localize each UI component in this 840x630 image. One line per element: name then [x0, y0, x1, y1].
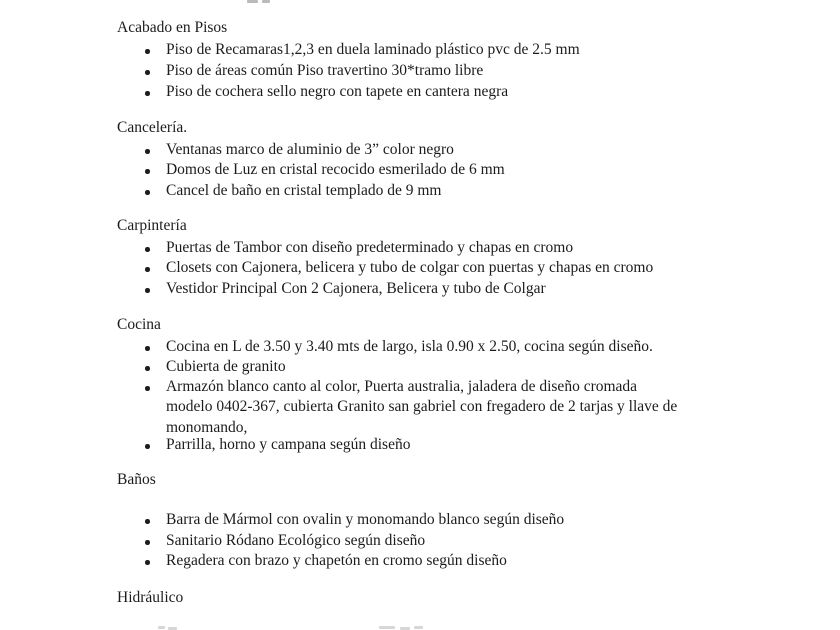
bullet-icon: [145, 247, 150, 252]
list-item: [145, 279, 546, 299]
list-item: [145, 181, 441, 201]
bullet-icon: [145, 346, 150, 351]
cut-off-text-fragment-top: [247, 0, 258, 3]
list-item: [145, 435, 410, 455]
list-item-text: Ventanas marco de aluminio de 3” color negro: [165, 141, 454, 158]
cut-off-text-fragment-top: [262, 0, 270, 3]
list-item-text-multiline: [166, 377, 677, 438]
cut-off-text-fragment-bottom: [414, 626, 423, 629]
list-item-text: Cocina en L de 3.50 y 3.40 mts de largo, isla 0.90 x 2.50, cocina según diseño.: [165, 338, 653, 355]
cut-off-text-fragment-bottom: [379, 626, 395, 629]
bullet-icon: [145, 91, 150, 96]
list-item-text: Parrilla, horno y campana según diseño: [165, 436, 411, 453]
list-item: [145, 140, 454, 160]
bullet-icon: [145, 190, 150, 195]
list-item-text: Closets con Cajonera, belicera y tubo de colgar con puertas y chapas en cromo: [165, 259, 654, 276]
list-item-text: Regadera con brazo y chapetón en cromo según diseño: [165, 552, 507, 569]
list-item-text-line: modelo 0402-367, cubierta Granito san gabriel con fregadero de 2 tarjas y llave de: [165, 398, 678, 416]
bullet-icon: [145, 267, 150, 272]
section-title-carpinteria: Carpintería: [117, 217, 187, 234]
cut-off-text-fragment-bottom: [168, 627, 177, 630]
list-item-text: Cancel de baño en cristal templado de 9 mm: [165, 182, 442, 199]
list-item: [145, 61, 483, 81]
list-item-text-line: monomando,: [165, 418, 248, 436]
list-item-text-line: Armazón blanco canto al color, Puerta australia, jaladera de diseño cromada: [165, 378, 638, 395]
list-item-text: Piso de áreas común Piso travertino 30*tramo libre: [165, 62, 484, 79]
bullet-icon: [145, 444, 150, 449]
list-item-text: Piso de cochera sello negro con tapete en cantera negra: [165, 83, 509, 100]
list-item-text: Sanitario Ródano Ecológico según diseño: [165, 532, 426, 549]
bullet-icon: [145, 519, 150, 524]
list-item: [145, 40, 580, 60]
list-item-text: Puertas de Tambor con diseño predeterminado y chapas en cromo: [165, 239, 574, 256]
bullet-icon: [145, 49, 150, 54]
bullet-icon: [145, 366, 150, 371]
bullet-icon: [145, 288, 150, 293]
list-item-text: Domos de Luz en cristal recocido esmerilado de 6 mm: [165, 161, 505, 178]
bullet-icon: [145, 169, 150, 174]
bullet-icon: [145, 540, 150, 545]
list-item-text: Piso de Recamaras1,2,3 en duela laminado plástico pvc de 2.5 mm: [165, 41, 580, 58]
bullet-icon: [145, 560, 150, 565]
list-item: [145, 551, 507, 571]
list-item: [145, 337, 653, 357]
section-title-hidraulico: Hidráulico: [117, 589, 184, 606]
list-item: [145, 531, 425, 551]
list-item: [145, 510, 564, 530]
bullet-icon: [145, 149, 150, 154]
list-item: [145, 82, 508, 102]
list-item-text: Cubierta de granito: [165, 358, 286, 375]
list-item: [145, 377, 677, 438]
list-item: [145, 238, 573, 258]
list-item: [145, 357, 286, 377]
list-item: [145, 160, 505, 180]
list-item: [145, 258, 653, 278]
bullet-icon: [145, 70, 150, 75]
cut-off-text-fragment-bottom: [158, 626, 165, 629]
cut-off-text-fragment-bottom: [400, 627, 410, 630]
section-title-cocina: Cocina: [117, 316, 161, 333]
section-title-acabado-en-pisos: Acabado en Pisos: [117, 19, 228, 36]
section-title-banos: Baños: [117, 471, 156, 488]
section-title-canceleria: Cancelería.: [117, 119, 188, 136]
list-item-text: Barra de Mármol con ovalin y monomando blanco según diseño: [165, 511, 565, 528]
list-item-text: Vestidor Principal Con 2 Cajonera, Belicera y tubo de Colgar: [165, 280, 546, 297]
bullet-icon: [145, 386, 150, 391]
